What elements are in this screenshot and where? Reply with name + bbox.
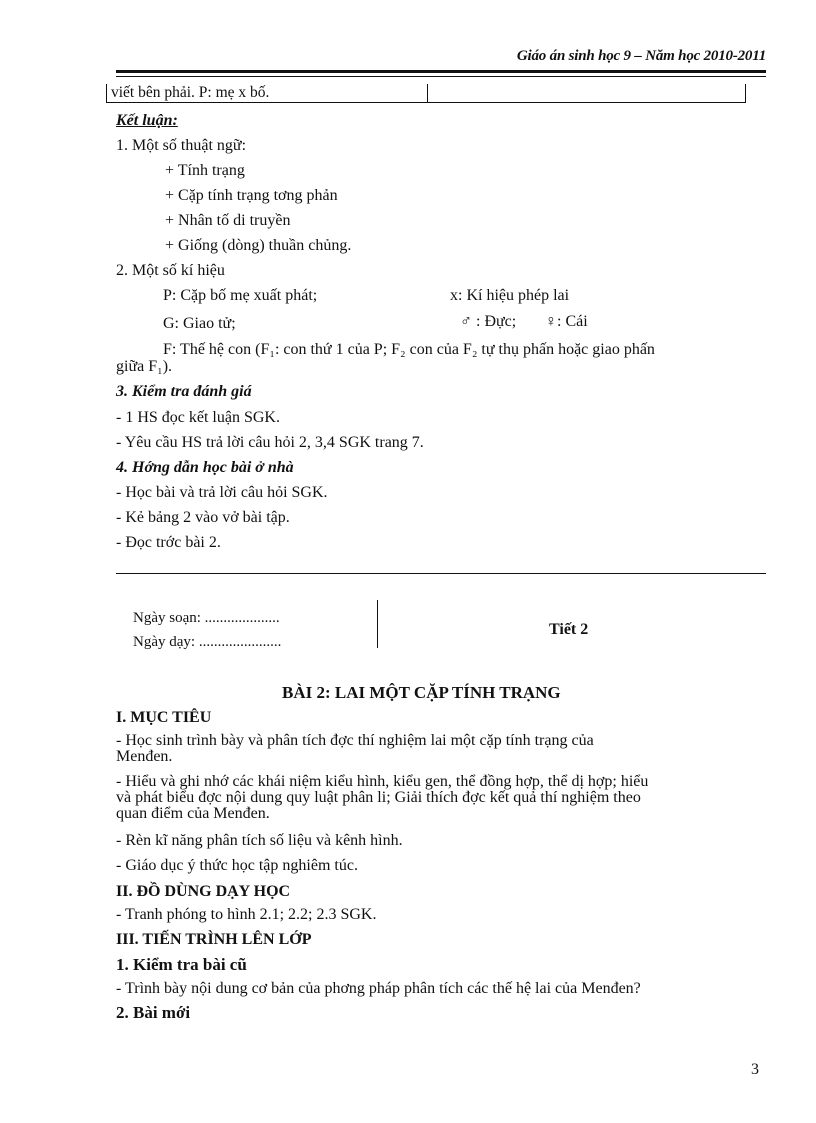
review-question: - Trình bày nội dung cơ bản của phơng pháp phân tích các thế hệ lai của Menđen? xyxy=(116,980,641,997)
review-heading: 1. Kiểm tra bài cũ xyxy=(116,955,247,974)
objective-2-line1: - Hiểu và ghi nhớ các khái niệm kiểu hình, kiểu gen, thể đồng hợp, thể dị hợp; hiểu xyxy=(116,773,649,790)
materials-heading: II. ĐỒ DÙNG DẠY HỌC xyxy=(116,883,291,900)
term-item: + Giống (dòng) thuần chủng. xyxy=(165,237,352,254)
objective-2-line3: quan điểm của Menđen. xyxy=(116,805,270,822)
assessment-item: - Yêu cầu HS trả lời câu hỏi 2, 3,4 SGK trang 7. xyxy=(116,434,424,451)
symbol-male: ♂ : Đực; xyxy=(460,313,517,330)
new-lesson-heading: 2. Bài mới xyxy=(116,1003,191,1022)
symbol-f-line2: giữa F₁). xyxy=(116,358,173,375)
term-item: + Nhân tố di truyền xyxy=(165,212,291,229)
header-rule-thin xyxy=(116,76,766,77)
objective-1-line2: Menđen. xyxy=(116,748,173,765)
objective-3: - Rèn kĩ năng phân tích số liệu và kênh hình. xyxy=(116,832,403,849)
running-header: Giáo án sinh học 9 – Năm học 2010-2011 xyxy=(516,48,766,64)
objective-4: - Giáo dục ý thức học tập nghiêm túc. xyxy=(116,857,358,874)
objective-1-line1: - Học sinh trình bày và phân tích đợc thí nghiệm lai một cặp tính trạng của xyxy=(116,732,594,749)
homework-heading: 4. Hớng dẫn học bài ở nhà xyxy=(116,459,294,476)
term-item: + Tính trạng xyxy=(165,162,245,179)
assessment-item: - 1 HS đọc kết luận SGK. xyxy=(116,409,280,426)
materials-item: - Tranh phóng to hình 2.1; 2.2; 2.3 SGK. xyxy=(116,906,377,923)
prep-date: Ngày soạn: .................... xyxy=(133,610,280,626)
teach-date: Ngày dạy: ...................... xyxy=(133,634,282,650)
objective-2-line2: và phát biểu đợc nội dung quy luật phân li; Giải thích đợc kết quả thí nghiệm theo xyxy=(116,789,641,806)
objectives-heading: I. MỤC TIÊU xyxy=(116,709,212,726)
term-item: + Cặp tính trạng tơng phản xyxy=(165,187,338,204)
homework-item: - Đọc trớc bài 2. xyxy=(116,534,221,551)
table-fragment-left-cell: viết bên phải. P: mẹ x bố. xyxy=(111,84,270,101)
homework-item: - Học bài và trả lời câu hỏi SGK. xyxy=(116,484,328,501)
lesson-title: BÀI 2: LAI MỘT CẶP TÍNH TRẠNG xyxy=(282,683,561,702)
symbol-x: x: Kí hiệu phép lai xyxy=(450,287,570,304)
period-label: Tiết 2 xyxy=(549,621,589,638)
conclusion-heading: Kết luận: xyxy=(116,112,178,129)
symbol-female: ♀: Cái xyxy=(545,313,588,330)
table-fragment-row xyxy=(106,84,746,103)
process-heading: III. TIẾN TRÌNH LÊN LỚP xyxy=(116,931,312,948)
symbol-p: P: Cặp bố mẹ xuất phát; xyxy=(163,287,318,304)
header-rule-thick xyxy=(116,70,766,73)
symbol-f-line1: F: Thế hệ con (F₁: con thứ 1 của P; F₂ con của F₂ tự thụ phấn hoặc giao phấn xyxy=(163,341,655,358)
terms-heading: 1. Một số thuật ngữ: xyxy=(116,137,247,154)
info-divider xyxy=(377,600,378,648)
table-fragment-divider xyxy=(427,84,428,102)
symbol-g: G: Giao tử; xyxy=(163,315,236,332)
section-separator xyxy=(116,573,766,574)
homework-item: - Kẻ bảng 2 vào vở bài tập. xyxy=(116,509,290,526)
page-number: 3 xyxy=(751,1061,759,1078)
assessment-heading: 3. Kiểm tra đánh giá xyxy=(116,383,252,400)
symbols-heading: 2. Một số kí hiệu xyxy=(116,262,225,279)
